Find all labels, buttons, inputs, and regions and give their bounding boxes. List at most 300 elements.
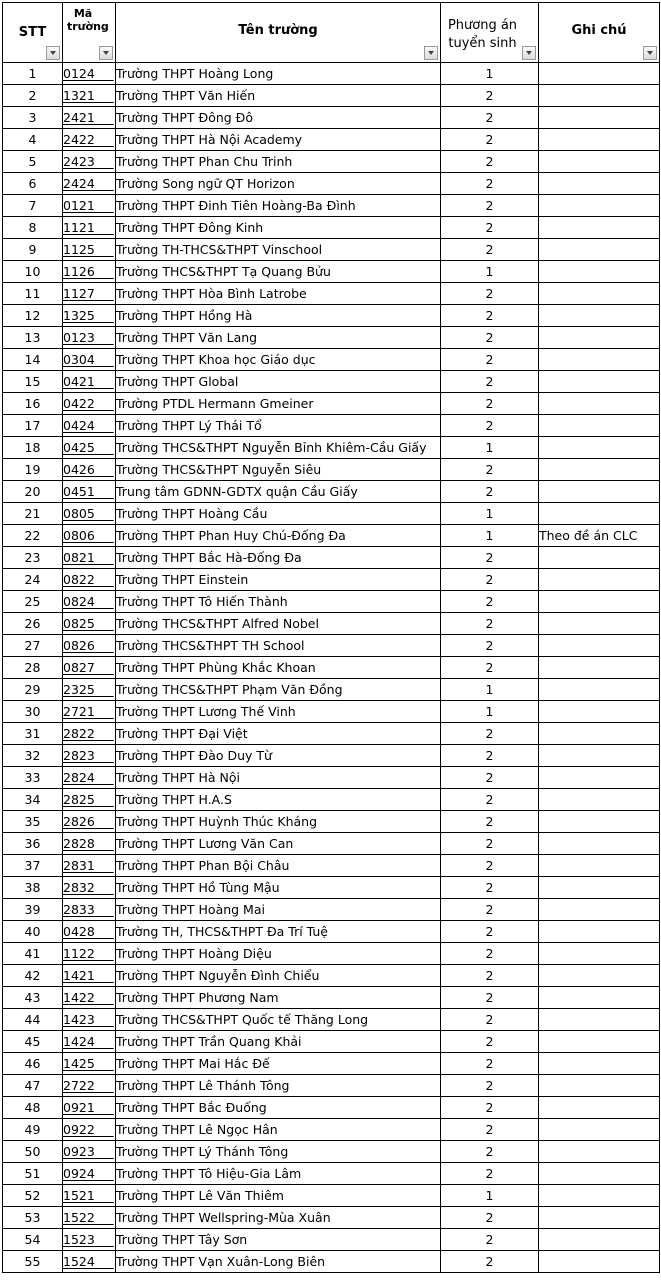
cell-ma-truong[interactable]: 2421 ___ <box>63 107 116 129</box>
cell-ten-truong[interactable]: Trường THPT Hoàng Mai <box>116 899 441 921</box>
cell-stt[interactable]: 55 <box>3 1251 63 1273</box>
cell-phuong-an[interactable]: 2 <box>441 327 539 349</box>
cell-ghi-chu[interactable] <box>539 393 660 415</box>
cell-ma-truong[interactable]: 1325 ___ <box>63 305 116 327</box>
cell-ma-truong[interactable]: 1523 ___ <box>63 1229 116 1251</box>
cell-ma-truong[interactable]: 0821 ___ <box>63 547 116 569</box>
cell-ten-truong[interactable]: Trường THPT Bắc Đuống <box>116 1097 441 1119</box>
cell-stt[interactable]: 20 <box>3 481 63 503</box>
cell-ma-truong[interactable]: 2721 ___ <box>63 701 116 723</box>
cell-ma-truong[interactable]: 0923 ___ <box>63 1141 116 1163</box>
cell-stt[interactable]: 3 <box>3 107 63 129</box>
cell-ghi-chu[interactable] <box>539 789 660 811</box>
cell-ma-truong[interactable]: 0805 ___ <box>63 503 116 525</box>
cell-ma-truong[interactable]: 0123 ___ <box>63 327 116 349</box>
cell-ghi-chu[interactable] <box>539 1119 660 1141</box>
cell-ten-truong[interactable]: Trường THPT Văn Hiến <box>116 85 441 107</box>
cell-ten-truong[interactable]: Trường THPT Vạn Xuân-Long Biên <box>116 1251 441 1273</box>
cell-ma-truong[interactable]: 1127 ___ <box>63 283 116 305</box>
cell-stt[interactable]: 6 <box>3 173 63 195</box>
cell-phuong-an[interactable]: 2 <box>441 899 539 921</box>
cell-ten-truong[interactable]: Trường THPT Lê Ngọc Hân <box>116 1119 441 1141</box>
cell-ghi-chu[interactable] <box>539 481 660 503</box>
cell-ten-truong[interactable]: Trường THPT Đinh Tiên Hoàng-Ba Đình <box>116 195 441 217</box>
cell-ten-truong[interactable]: Trường THPT Phương Nam <box>116 987 441 1009</box>
cell-ma-truong[interactable]: 0921 ___ <box>63 1097 116 1119</box>
cell-ten-truong[interactable]: Trường THPT Phan Chu Trinh <box>116 151 441 173</box>
cell-stt[interactable]: 26 <box>3 613 63 635</box>
cell-ghi-chu[interactable] <box>539 371 660 393</box>
cell-ma-truong[interactable]: 2833 ___ <box>63 899 116 921</box>
cell-ghi-chu[interactable] <box>539 1075 660 1097</box>
cell-stt[interactable]: 41 <box>3 943 63 965</box>
cell-ghi-chu[interactable] <box>539 899 660 921</box>
cell-stt[interactable]: 2 <box>3 85 63 107</box>
cell-ghi-chu[interactable] <box>539 943 660 965</box>
cell-phuong-an[interactable]: 2 <box>441 987 539 1009</box>
cell-ten-truong[interactable]: Trường THPT Lương Văn Can <box>116 833 441 855</box>
cell-phuong-an[interactable]: 2 <box>441 569 539 591</box>
cell-phuong-an[interactable]: 1 <box>441 525 539 547</box>
cell-stt[interactable]: 17 <box>3 415 63 437</box>
cell-ma-truong[interactable]: 2826 ___ <box>63 811 116 833</box>
cell-stt[interactable]: 11 <box>3 283 63 305</box>
cell-ten-truong[interactable]: Trường THCS&THPT Tạ Quang Bửu <box>116 261 441 283</box>
cell-ten-truong[interactable]: Trường THPT Hồ Tùng Mậu <box>116 877 441 899</box>
cell-phuong-an[interactable]: 2 <box>441 833 539 855</box>
cell-phuong-an[interactable]: 2 <box>441 1207 539 1229</box>
cell-ma-truong[interactable]: 0422 ___ <box>63 393 116 415</box>
cell-stt[interactable]: 40 <box>3 921 63 943</box>
cell-phuong-an[interactable]: 2 <box>441 1009 539 1031</box>
cell-ma-truong[interactable]: 1425 ___ <box>63 1053 116 1075</box>
cell-ten-truong[interactable]: Trường THPT Lý Thái Tổ <box>116 415 441 437</box>
cell-phuong-an[interactable]: 2 <box>441 393 539 415</box>
table-row <box>3 789 660 811</box>
cell-phuong-an[interactable]: 1 <box>441 1185 539 1207</box>
cell-ten-truong[interactable]: Trường THCS&THPT Quốc tế Thăng Long <box>116 1009 441 1031</box>
cell-ten-truong[interactable]: Trường Song ngữ QT Horizon <box>116 173 441 195</box>
cell-stt[interactable]: 43 <box>3 987 63 1009</box>
cell-ma-truong[interactable]: 1524 ___ <box>63 1251 116 1273</box>
cell-stt[interactable]: 4 <box>3 129 63 151</box>
cell-ten-truong[interactable]: Trường THPT Wellspring-Mùa Xuân <box>116 1207 441 1229</box>
cell-ten-truong[interactable]: Trường THPT Đông Kinh <box>116 217 441 239</box>
cell-stt[interactable]: 1 <box>3 63 63 85</box>
cell-phuong-an[interactable]: 2 <box>441 1053 539 1075</box>
cell-ten-truong[interactable]: Trường THCS&THPT Alfred Nobel <box>116 613 441 635</box>
cell-ghi-chu[interactable] <box>539 965 660 987</box>
cell-stt[interactable]: 18 <box>3 437 63 459</box>
filter-dropdown-icon[interactable] <box>46 46 60 60</box>
cell-ten-truong[interactable]: Trường THPT Phan Huy Chú-Đống Đa <box>116 525 441 547</box>
cell-ten-truong[interactable]: Trường THPT Hà Nội Academy <box>116 129 441 151</box>
cell-phuong-an[interactable]: 2 <box>441 1119 539 1141</box>
cell-phuong-an[interactable]: 2 <box>441 459 539 481</box>
table-row <box>3 239 660 261</box>
filter-dropdown-icon[interactable] <box>424 46 438 60</box>
cell-ghi-chu[interactable] <box>539 701 660 723</box>
cell-stt[interactable]: 34 <box>3 789 63 811</box>
cell-ten-truong[interactable]: Trường THPT Hoàng Diệu <box>116 943 441 965</box>
cell-phuong-an[interactable]: 1 <box>441 679 539 701</box>
cell-ghi-chu[interactable] <box>539 195 660 217</box>
cell-ten-truong[interactable]: Trường THPT Phan Bội Châu <box>116 855 441 877</box>
table-row <box>3 943 660 965</box>
cell-stt[interactable]: 23 <box>3 547 63 569</box>
cell-ghi-chu[interactable] <box>539 657 660 679</box>
cell-phuong-an[interactable]: 1 <box>441 261 539 283</box>
cell-ma-truong[interactable]: 0827 ___ <box>63 657 116 679</box>
cell-ghi-chu[interactable] <box>539 1141 660 1163</box>
cell-ma-truong[interactable]: 2422 ___ <box>63 129 116 151</box>
cell-ma-truong[interactable]: 0806 ___ <box>63 525 116 547</box>
cell-phuong-an[interactable]: 2 <box>441 85 539 107</box>
cell-ghi-chu[interactable] <box>539 591 660 613</box>
cell-ghi-chu[interactable] <box>539 1097 660 1119</box>
cell-ghi-chu[interactable] <box>539 855 660 877</box>
cell-stt[interactable]: 24 <box>3 569 63 591</box>
cell-ma-truong[interactable]: 0121 ___ <box>63 195 116 217</box>
table-row <box>3 657 660 679</box>
cell-ma-truong[interactable]: 1125 ___ <box>63 239 116 261</box>
cell-stt[interactable]: 47 <box>3 1075 63 1097</box>
cell-ten-truong[interactable]: Trường THPT Lương Thế Vinh <box>116 701 441 723</box>
cell-phuong-an[interactable]: 2 <box>441 1163 539 1185</box>
cell-stt[interactable]: 22 <box>3 525 63 547</box>
table-row <box>3 85 660 107</box>
cell-phuong-an[interactable]: 2 <box>441 1097 539 1119</box>
cell-phuong-an[interactable]: 1 <box>441 503 539 525</box>
cell-stt[interactable]: 51 <box>3 1163 63 1185</box>
cell-stt[interactable]: 14 <box>3 349 63 371</box>
cell-stt[interactable]: 39 <box>3 899 63 921</box>
cell-ma-truong[interactable]: 1122 ___ <box>63 943 116 965</box>
cell-ghi-chu[interactable] <box>539 921 660 943</box>
cell-ghi-chu[interactable] <box>539 1031 660 1053</box>
cell-stt[interactable]: 8 <box>3 217 63 239</box>
cell-ten-truong[interactable]: Trường THPT Nguyễn Đình Chiểu <box>116 965 441 987</box>
cell-stt[interactable]: 33 <box>3 767 63 789</box>
cell-ma-truong[interactable]: 1521 ___ <box>63 1185 116 1207</box>
cell-ghi-chu[interactable] <box>539 503 660 525</box>
cell-ten-truong[interactable]: Trường THPT Einstein <box>116 569 441 591</box>
cell-phuong-an[interactable]: 2 <box>441 349 539 371</box>
cell-stt[interactable]: 15 <box>3 371 63 393</box>
cell-phuong-an[interactable]: 2 <box>441 745 539 767</box>
cell-phuong-an[interactable]: 2 <box>441 855 539 877</box>
cell-phuong-an[interactable]: 2 <box>441 107 539 129</box>
cell-ma-truong[interactable]: 2828 ___ <box>63 833 116 855</box>
cell-ghi-chu[interactable] <box>539 745 660 767</box>
table-row <box>3 503 660 525</box>
cell-phuong-an[interactable]: 2 <box>441 305 539 327</box>
cell-phuong-an[interactable]: 2 <box>441 1141 539 1163</box>
table-row <box>3 217 660 239</box>
cell-stt[interactable]: 27 <box>3 635 63 657</box>
cell-ma-truong[interactable]: 1522 ___ <box>63 1207 116 1229</box>
cell-ghi-chu[interactable] <box>539 877 660 899</box>
cell-stt[interactable]: 48 <box>3 1097 63 1119</box>
cell-ten-truong[interactable]: Trường THCS&THPT TH School <box>116 635 441 657</box>
cell-ghi-chu[interactable] <box>539 1009 660 1031</box>
cell-phuong-an[interactable]: 2 <box>441 1031 539 1053</box>
cell-ma-truong[interactable]: 0824 ___ <box>63 591 116 613</box>
cell-ten-truong[interactable]: Trường THCS&THPT Phạm Văn Đồng <box>116 679 441 701</box>
cell-stt[interactable]: 21 <box>3 503 63 525</box>
header-phuong-an <box>441 3 539 63</box>
cell-stt[interactable]: 10 <box>3 261 63 283</box>
table-row <box>3 833 660 855</box>
cell-ma-truong[interactable]: 1321 ___ <box>63 85 116 107</box>
cell-ghi-chu[interactable] <box>539 459 660 481</box>
cell-phuong-an[interactable]: 2 <box>441 217 539 239</box>
cell-ghi-chu[interactable] <box>539 987 660 1009</box>
table-row <box>3 921 660 943</box>
cell-ghi-chu[interactable] <box>539 151 660 173</box>
table-row <box>3 899 660 921</box>
filter-dropdown-icon[interactable] <box>522 46 536 60</box>
table-row <box>3 261 660 283</box>
cell-stt[interactable]: 46 <box>3 1053 63 1075</box>
cell-ten-truong[interactable]: Trường THPT Khoa học Giáo dục <box>116 349 441 371</box>
cell-phuong-an[interactable]: 2 <box>441 591 539 613</box>
cell-ma-truong[interactable]: 1126 ___ <box>63 261 116 283</box>
filter-dropdown-icon[interactable] <box>643 46 657 60</box>
cell-ghi-chu[interactable] <box>539 1163 660 1185</box>
cell-ma-truong[interactable]: 1424 ___ <box>63 1031 116 1053</box>
cell-phuong-an[interactable]: 2 <box>441 943 539 965</box>
cell-ten-truong[interactable]: Trường THPT Lê Thánh Tông <box>116 1075 441 1097</box>
cell-phuong-an[interactable]: 2 <box>441 195 539 217</box>
cell-ma-truong[interactable]: 1121 ___ <box>63 217 116 239</box>
cell-ghi-chu[interactable] <box>539 129 660 151</box>
cell-ma-truong[interactable]: 0425 ___ <box>63 437 116 459</box>
cell-ghi-chu[interactable] <box>539 217 660 239</box>
cell-ma-truong[interactable]: 2831 ___ <box>63 855 116 877</box>
cell-ghi-chu[interactable] <box>539 547 660 569</box>
header-pa-line1: Phương án <box>447 18 518 33</box>
table-row <box>3 679 660 701</box>
cell-phuong-an[interactable]: 2 <box>441 635 539 657</box>
cell-ma-truong[interactable]: 2424 ___ <box>63 173 116 195</box>
cell-ma-truong[interactable]: 0124 ___ <box>63 63 116 85</box>
cell-ma-truong[interactable]: 0451 ___ <box>63 481 116 503</box>
cell-ghi-chu[interactable] <box>539 327 660 349</box>
cell-phuong-an[interactable]: 2 <box>441 173 539 195</box>
cell-stt[interactable]: 42 <box>3 965 63 987</box>
cell-phuong-an[interactable]: 2 <box>441 371 539 393</box>
cell-ma-truong[interactable]: 1421 ___ <box>63 965 116 987</box>
cell-ten-truong[interactable]: Trường THPT Tô Hiến Thành <box>116 591 441 613</box>
table-row <box>3 1141 660 1163</box>
cell-ten-truong[interactable]: Trường THPT Đông Đô <box>116 107 441 129</box>
cell-stt[interactable]: 49 <box>3 1119 63 1141</box>
cell-ghi-chu[interactable] <box>539 1207 660 1229</box>
cell-ghi-chu[interactable] <box>539 569 660 591</box>
cell-ma-truong[interactable]: 2822 ___ <box>63 723 116 745</box>
cell-ma-truong[interactable]: 1422 ___ <box>63 987 116 1009</box>
cell-ghi-chu[interactable] <box>539 1185 660 1207</box>
cell-ghi-chu[interactable] <box>539 415 660 437</box>
cell-ghi-chu[interactable] <box>539 767 660 789</box>
cell-phuong-an[interactable]: 2 <box>441 789 539 811</box>
cell-stt[interactable]: 31 <box>3 723 63 745</box>
cell-phuong-an[interactable]: 2 <box>441 151 539 173</box>
cell-ten-truong[interactable]: Trường THPT Hoàng Long <box>116 63 441 85</box>
cell-ten-truong[interactable]: Trung tâm GDNN-GDTX quận Cầu Giấy <box>116 481 441 503</box>
cell-ghi-chu[interactable] <box>539 437 660 459</box>
cell-phuong-an[interactable]: 2 <box>441 965 539 987</box>
cell-stt[interactable]: 25 <box>3 591 63 613</box>
cell-ghi-chu[interactable] <box>539 173 660 195</box>
cell-ten-truong[interactable]: Trường THPT Đại Việt <box>116 723 441 745</box>
cell-phuong-an[interactable]: 1 <box>441 63 539 85</box>
cell-ma-truong[interactable]: 0826 ___ <box>63 635 116 657</box>
cell-ma-truong[interactable]: 2832 ___ <box>63 877 116 899</box>
cell-ma-truong[interactable]: 2722 ___ <box>63 1075 116 1097</box>
cell-ten-truong[interactable]: Trường PTDL Hermann Gmeiner <box>116 393 441 415</box>
table-row <box>3 1251 660 1273</box>
cell-ghi-chu[interactable] <box>539 1251 660 1273</box>
cell-stt[interactable]: 53 <box>3 1207 63 1229</box>
cell-ten-truong[interactable]: Trường THPT Hòa Bình Latrobe <box>116 283 441 305</box>
cell-ghi-chu[interactable] <box>539 349 660 371</box>
cell-ma-truong[interactable]: 2825 ___ <box>63 789 116 811</box>
cell-stt[interactable]: 37 <box>3 855 63 877</box>
cell-phuong-an[interactable]: 2 <box>441 1251 539 1273</box>
cell-ma-truong[interactable]: 0922 ___ <box>63 1119 116 1141</box>
cell-ten-truong[interactable]: Trường THPT Phùng Khắc Khoan <box>116 657 441 679</box>
cell-stt[interactable]: 9 <box>3 239 63 261</box>
cell-stt[interactable]: 35 <box>3 811 63 833</box>
cell-ten-truong[interactable]: Trường THPT Global <box>116 371 441 393</box>
cell-phuong-an[interactable]: 2 <box>441 239 539 261</box>
table-row <box>3 195 660 217</box>
cell-ghi-chu[interactable] <box>539 283 660 305</box>
cell-ma-truong[interactable]: 0424 ___ <box>63 415 116 437</box>
cell-ten-truong[interactable]: Trường THCS&THPT Nguyễn Bỉnh Khiêm-Cầu Giấy <box>116 437 441 459</box>
cell-ten-truong[interactable]: Trường THPT Lý Thánh Tông <box>116 1141 441 1163</box>
cell-ma-truong[interactable]: 2823 ___ <box>63 745 116 767</box>
cell-ten-truong[interactable]: Trường THPT Hà Nội <box>116 767 441 789</box>
cell-phuong-an[interactable]: 2 <box>441 129 539 151</box>
cell-stt[interactable]: 28 <box>3 657 63 679</box>
cell-ten-truong[interactable]: Trường THPT Tô Hiệu-Gia Lâm <box>116 1163 441 1185</box>
cell-stt[interactable]: 29 <box>3 679 63 701</box>
table-body <box>3 63 660 1273</box>
cell-ten-truong[interactable]: Trường THPT Hồng Hà <box>116 305 441 327</box>
cell-stt[interactable]: 13 <box>3 327 63 349</box>
cell-phuong-an[interactable]: 2 <box>441 481 539 503</box>
cell-ghi-chu[interactable] <box>539 239 660 261</box>
cell-ghi-chu[interactable] <box>539 85 660 107</box>
cell-ghi-chu[interactable] <box>539 723 660 745</box>
cell-phuong-an[interactable]: 2 <box>441 1229 539 1251</box>
cell-stt[interactable]: 52 <box>3 1185 63 1207</box>
cell-phuong-an[interactable]: 1 <box>441 437 539 459</box>
cell-ten-truong[interactable]: Trường THPT Mai Hắc Đế <box>116 1053 441 1075</box>
cell-ten-truong[interactable]: Trường THPT Huỳnh Thúc Kháng <box>116 811 441 833</box>
cell-ghi-chu[interactable] <box>539 107 660 129</box>
cell-ma-truong[interactable]: 0825 ___ <box>63 613 116 635</box>
cell-stt[interactable]: 54 <box>3 1229 63 1251</box>
cell-ten-truong[interactable]: Trường THPT Tây Sơn <box>116 1229 441 1251</box>
cell-stt[interactable]: 45 <box>3 1031 63 1053</box>
cell-phuong-an[interactable]: 2 <box>441 547 539 569</box>
cell-phuong-an[interactable]: 2 <box>441 415 539 437</box>
cell-ten-truong[interactable]: Trường THCS&THPT Nguyễn Siêu <box>116 459 441 481</box>
cell-ghi-chu[interactable] <box>539 1053 660 1075</box>
cell-phuong-an[interactable]: 2 <box>441 767 539 789</box>
cell-phuong-an[interactable]: 2 <box>441 613 539 635</box>
cell-stt[interactable]: 16 <box>3 393 63 415</box>
cell-ghi-chu[interactable]: Theo đề án CLC <box>539 525 660 547</box>
cell-stt[interactable]: 30 <box>3 701 63 723</box>
cell-ghi-chu[interactable] <box>539 679 660 701</box>
filter-dropdown-icon[interactable] <box>99 46 113 60</box>
table-row <box>3 283 660 305</box>
cell-stt[interactable]: 36 <box>3 833 63 855</box>
cell-ten-truong[interactable]: Trường TH-THCS&THPT Vinschool <box>116 239 441 261</box>
cell-ten-truong[interactable]: Trường THPT Đào Duy Từ <box>116 745 441 767</box>
cell-ten-truong[interactable]: Trường THPT Trần Quang Khải <box>116 1031 441 1053</box>
cell-ten-truong[interactable]: Trường THPT Lê Văn Thiêm <box>116 1185 441 1207</box>
cell-ten-truong[interactable]: Trường THPT Bắc Hà-Đống Đa <box>116 547 441 569</box>
cell-stt[interactable]: 5 <box>3 151 63 173</box>
cell-ma-truong[interactable]: 2325 ___ <box>63 679 116 701</box>
cell-ghi-chu[interactable] <box>539 261 660 283</box>
cell-ghi-chu[interactable] <box>539 613 660 635</box>
cell-ma-truong[interactable]: 0421 ___ <box>63 371 116 393</box>
cell-phuong-an[interactable]: 2 <box>441 811 539 833</box>
cell-ma-truong[interactable]: 2824 ___ <box>63 767 116 789</box>
cell-stt[interactable]: 38 <box>3 877 63 899</box>
cell-ma-truong[interactable]: 0822 ___ <box>63 569 116 591</box>
cell-ma-truong[interactable]: 0428 ___ <box>63 921 116 943</box>
cell-phuong-an[interactable]: 2 <box>441 877 539 899</box>
cell-ten-truong[interactable]: Trường THPT Văn Lang <box>116 327 441 349</box>
cell-stt[interactable]: 50 <box>3 1141 63 1163</box>
cell-ma-truong[interactable]: 0924 ___ <box>63 1163 116 1185</box>
cell-phuong-an[interactable]: 1 <box>441 701 539 723</box>
cell-phuong-an[interactable]: 2 <box>441 657 539 679</box>
cell-stt[interactable]: 19 <box>3 459 63 481</box>
cell-ghi-chu[interactable] <box>539 635 660 657</box>
cell-phuong-an[interactable]: 2 <box>441 723 539 745</box>
cell-phuong-an[interactable]: 2 <box>441 921 539 943</box>
cell-ma-truong[interactable]: 0304 ___ <box>63 349 116 371</box>
cell-ma-truong[interactable]: 0426 ___ <box>63 459 116 481</box>
cell-ma-truong[interactable]: 1423 ___ <box>63 1009 116 1031</box>
cell-stt[interactable]: 12 <box>3 305 63 327</box>
cell-phuong-an[interactable]: 2 <box>441 1075 539 1097</box>
cell-ten-truong[interactable]: Trường THPT H.A.S <box>116 789 441 811</box>
cell-ghi-chu[interactable] <box>539 305 660 327</box>
cell-ten-truong[interactable]: Trường TH, THCS&THPT Đa Trí Tuệ <box>116 921 441 943</box>
cell-stt[interactable]: 32 <box>3 745 63 767</box>
cell-ghi-chu[interactable] <box>539 833 660 855</box>
cell-ma-truong[interactable]: 2423 ___ <box>63 151 116 173</box>
table-row <box>3 1053 660 1075</box>
cell-ghi-chu[interactable] <box>539 1229 660 1251</box>
cell-phuong-an[interactable]: 2 <box>441 283 539 305</box>
cell-ten-truong[interactable]: Trường THPT Hoàng Cầu <box>116 503 441 525</box>
cell-stt[interactable]: 7 <box>3 195 63 217</box>
cell-ghi-chu[interactable] <box>539 63 660 85</box>
cell-ghi-chu[interactable] <box>539 811 660 833</box>
cell-stt[interactable]: 44 <box>3 1009 63 1031</box>
